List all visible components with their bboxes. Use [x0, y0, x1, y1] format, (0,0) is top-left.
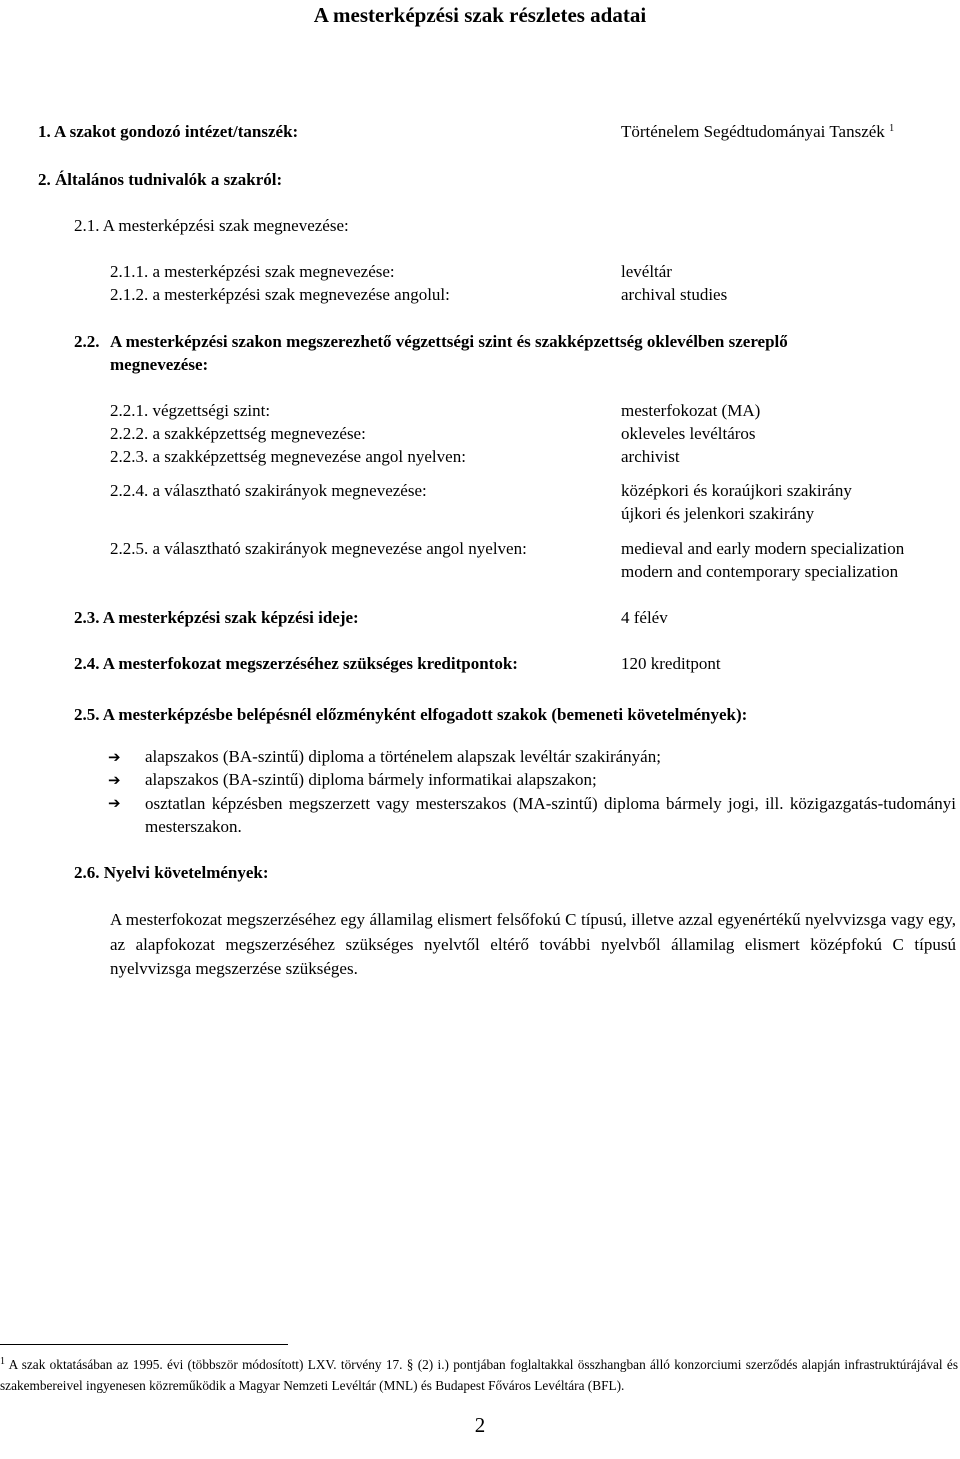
requirement-item: alapszakos (BA-szintű) diploma bármely informatikai alapszakon; [145, 770, 597, 789]
item-2-2-4-value-2: újkori és jelenkori szakirány [621, 504, 815, 523]
section-2-label: 2. Általános tudnivalók a szakról: [38, 170, 283, 189]
requirement-item: alapszakos (BA-szintű) diploma a történelem alapszak levéltár szakirányán; [145, 747, 661, 766]
page-title: A mesterképzési szak részletes adatai [313, 3, 647, 27]
section-2-2-num: 2.2. [74, 332, 100, 351]
requirement-item: osztatlan képzésben megszerzett vagy mesterszakos (MA-szintű) diploma bármely jogi, ill. közigazgatás-tudományi mesterszakon. [145, 794, 956, 836]
arrow-right-icon: ➔ [108, 771, 121, 789]
item-2-2-5-value-2: modern and contemporary specialization [621, 562, 899, 581]
section-2-4-label: 2.4. A mesterfokozat megszerzéséhez szükséges kreditpontok: [74, 654, 518, 673]
item-2-2-3: 2.2.3. a szakképzettség megnevezése angol nyelven: [110, 447, 466, 466]
item-2-1-1-value: levéltár [621, 262, 672, 281]
language-requirements-text: A mesterfokozat megszerzéséhez egy államilag elismert felsőfokú C típusú, illetve azzal egyenértékű nyelvvizsga vagy egy, az alapfokozat megszerzéséhez szükséges nyelvtől eltérő további nyelvből államilag elismert középfokú C típusú nyelvvizsga megszerzése szükséges. [110, 910, 956, 978]
item-2-2-1-value: mesterfokozat (MA) [621, 401, 761, 420]
arrow-right-icon: ➔ [108, 794, 121, 812]
item-2-2-2: 2.2.2. a szakképzettség megnevezése: [110, 424, 366, 443]
section-2-6-label: 2.6. Nyelvi követelmények: [74, 863, 269, 882]
page-number: 2 [474, 1413, 486, 1437]
footnote-reference[interactable]: 1 [889, 123, 895, 134]
item-2-2-1: 2.2.1. végzettségi szint: [110, 401, 271, 420]
section-2-2-label-line1: A mesterképzési szakon megszerezhető végzettségi szint és szakképzettség oklevélben szereplő [110, 332, 788, 351]
footnote-mark: 1 [0, 1356, 5, 1367]
item-2-1-2: 2.1.2. a mesterképzési szak megnevezése angolul: [110, 285, 450, 304]
item-2-2-2-value: okleveles levéltáros [621, 424, 756, 443]
section-1-value: Történelem Segédtudományai Tanszék $^1$ [621, 122, 895, 141]
section-2-2-label-line2: megnevezése: [110, 355, 209, 374]
item-2-1-2-value: archival studies [621, 285, 728, 304]
item-2-2-4-value: középkori és koraújkori szakirány [621, 481, 852, 500]
section-2-3-label: 2.3. A mesterképzési szak képzési ideje: [74, 608, 359, 627]
item-2-1-1: 2.1.1. a mesterképzési szak megnevezése: [110, 262, 395, 281]
section-2-1-label: 2.1. A mesterképzési szak megnevezése: [74, 216, 349, 235]
section-2-5-label: 2.5. A mesterképzésbe belépésnél előzményként elfogadott szakok (bemeneti követelmények): [74, 705, 748, 724]
item-2-2-5: 2.2.5. a választható szakirányok megnevezése angol nyelven: [110, 539, 527, 558]
item-2-2-5-value: medieval and early modern specialization [621, 539, 905, 558]
item-2-2-3-value: archivist [621, 447, 680, 466]
item-2-2-4: 2.2.4. a választható szakirányok megnevezése: [110, 481, 427, 500]
section-2-3-value: 4 félév [621, 608, 668, 627]
arrow-right-icon: ➔ [108, 748, 121, 766]
footnote-divider [0, 1344, 288, 1345]
footnote: $^1$ A szak oktatásában az 1995. évi (többször módosított) LXV. törvény 17. § (2) i.) pontjában foglaltakkal összhangban álló konzorciumi szerződés alapján infrastruktúrájával és szakembereivel ingyenesen közreműködik a Magyar Nemzeti Levéltár (MNL) és Budapest Főváros Levéltára (BFL). [0, 1356, 958, 1393]
section-1-label: 1. A szakot gondozó intézet/tanszék: [38, 122, 299, 141]
section-2-4-value: 120 kreditpont [621, 654, 721, 673]
